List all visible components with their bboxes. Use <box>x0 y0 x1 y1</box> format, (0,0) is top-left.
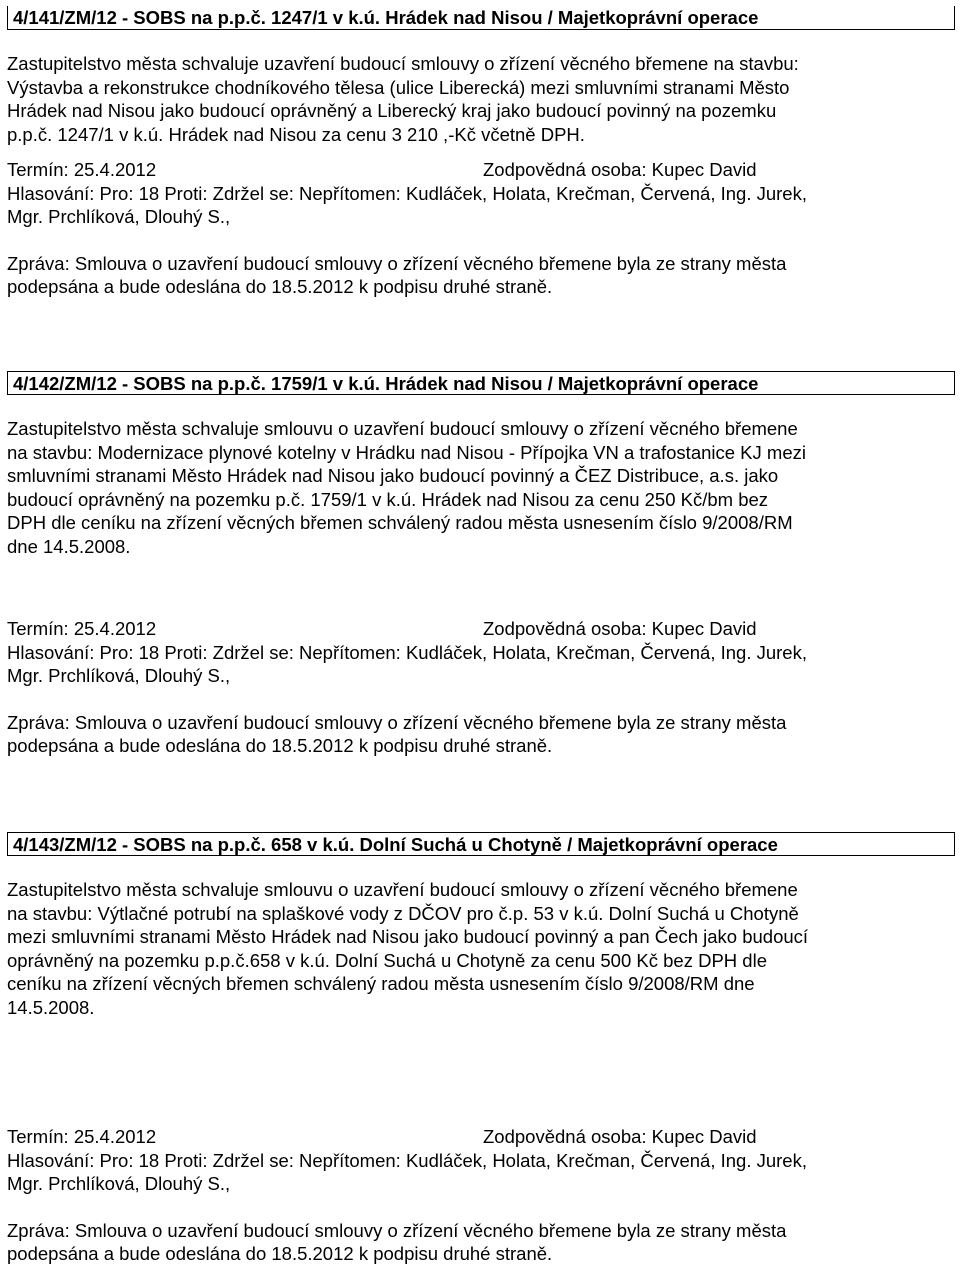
resolution-text <box>7 878 955 1019</box>
resolution-item <box>7 6 955 299</box>
text-line: Hlasování: Pro: 18 Proti: Zdržel se: Nepřítomen: Kudláček, Holata, Krečman, Červená, Ing. Jurek, <box>7 182 807 204</box>
deadline-row <box>7 158 955 182</box>
responsible-person: Zodpovědná osoba: Kupec David <box>483 159 757 180</box>
voting-text <box>7 182 955 229</box>
text-line: Hlasování: Pro: 18 Proti: Zdržel se: Nepřítomen: Kudláček, Holata, Krečman, Červená, Ing. Jurek, <box>7 1149 807 1171</box>
item-heading: 4/142/ZM/12 - SOBS na p.p.č. 1759/1 v k.ú. Hrádek nad Nisou / Majetkoprávní operace <box>7 371 955 395</box>
resolution-text <box>7 52 955 146</box>
text-line: Zpráva: Smlouva o uzavření budoucí smlouvy o zřízení věcného břemene byla ze strany města <box>7 711 787 733</box>
text-line: smluvními stranami Město Hrádek nad Nisou jako budoucí povinný a ČEZ Distribuce, a.s. jako <box>7 465 779 486</box>
text-line: mezi smluvními stranami Město Hrádek nad Nisou jako budoucí povinný a pan Čech jako budoucí <box>7 926 809 947</box>
text-line: na stavbu: Výtlačné potrubí na splaškové vody z DČOV pro č.p. 53 v k.ú. Dolní Suchá u Chotyně <box>7 902 799 924</box>
text-line: Zpráva: Smlouva o uzavření budoucí smlouvy o zřízení věcného břemene byla ze strany města <box>7 1219 787 1241</box>
text-line: Zastupitelstvo města schvaluje smlouvu o uzavření budoucí smlouvy o zřízení věcného břemene <box>7 879 798 900</box>
text-line: Mgr. Prchlíková, Dlouhý S., <box>7 1173 231 1194</box>
text-line: Hrádek nad Nisou jako budoucí oprávněný a Liberecký kraj jako budoucí povinný na pozemku <box>7 100 777 121</box>
text-line: Zastupitelstvo města schvaluje uzavření budoucí smlouvy o zřízení věcného břemene na stavbu: <box>7 53 799 74</box>
text-line: p.p.č. 1247/1 v k.ú. Hrádek nad Nisou za cenu 3 210 ,-Kč včetně DPH. <box>7 123 585 145</box>
text-line: podepsána a bude odeslána do 18.5.2012 k podpisu druhé straně. <box>7 1243 553 1264</box>
resolution-item <box>7 832 955 1266</box>
deadline-row <box>7 1125 955 1149</box>
resolution-item <box>7 371 955 758</box>
voting-text <box>7 1149 955 1196</box>
text-line: budoucí oprávněný na pozemku p.č. 1759/1 v k.ú. Hrádek nad Nisou za cenu 250 Kč/bm bez <box>7 488 769 510</box>
item-heading: 4/141/ZM/12 - SOBS na p.p.č. 1247/1 v k.ú. Hrádek nad Nisou / Majetkoprávní operace <box>7 6 955 30</box>
deadline: Termín: 25.4.2012 <box>7 1126 157 1147</box>
text-line: DPH dle ceníku na zřízení věcných břemen schválený radou města usnesením číslo 9/2008/RM <box>7 512 793 533</box>
resolution-text <box>7 417 955 558</box>
report-text <box>7 711 955 758</box>
text-line: 14.5.2008. <box>7 996 95 1018</box>
deadline: Termín: 25.4.2012 <box>7 159 157 180</box>
deadline-row <box>7 617 955 641</box>
text-line: oprávněný na pozemku p.p.č.658 v k.ú. Dolní Suchá u Chotyně za cenu 500 Kč bez DPH dle <box>7 949 767 971</box>
report-text <box>7 1219 955 1266</box>
responsible-person: Zodpovědná osoba: Kupec David <box>483 1126 757 1147</box>
text-line: ceníku na zřízení věcných břemen schválený radou města usnesením číslo 9/2008/RM dne <box>7 973 755 994</box>
item-heading: 4/143/ZM/12 - SOBS na p.p.č. 658 v k.ú. Dolní Suchá u Chotyně / Majetkoprávní operace <box>7 832 955 856</box>
text-line: Hlasování: Pro: 18 Proti: Zdržel se: Nepřítomen: Kudláček, Holata, Krečman, Červená, Ing. Jurek, <box>7 641 807 663</box>
text-line: Mgr. Prchlíková, Dlouhý S., <box>7 206 231 227</box>
text-line: podepsána a bude odeslána do 18.5.2012 k podpisu druhé straně. <box>7 735 553 756</box>
text-line: dne 14.5.2008. <box>7 535 131 557</box>
responsible-person: Zodpovědná osoba: Kupec David <box>483 618 757 639</box>
report-text <box>7 252 955 299</box>
voting-text <box>7 641 955 688</box>
text-line: Mgr. Prchlíková, Dlouhý S., <box>7 665 231 686</box>
text-line: podepsána a bude odeslána do 18.5.2012 k podpisu druhé straně. <box>7 276 553 297</box>
text-line: Výstavba a rekonstrukce chodníkového tělesa (ulice Liberecká) mezi smluvními stranami Město <box>7 76 790 98</box>
deadline: Termín: 25.4.2012 <box>7 618 157 639</box>
text-line: Zastupitelstvo města schvaluje smlouvu o uzavření budoucí smlouvy o zřízení věcného břemene <box>7 418 798 439</box>
text-line: Zpráva: Smlouva o uzavření budoucí smlouvy o zřízení věcného břemene byla ze strany města <box>7 252 787 274</box>
text-line: na stavbu: Modernizace plynové kotelny v Hrádku nad Nisou - Přípojka VN a trafostanice KJ mezi <box>7 441 806 463</box>
